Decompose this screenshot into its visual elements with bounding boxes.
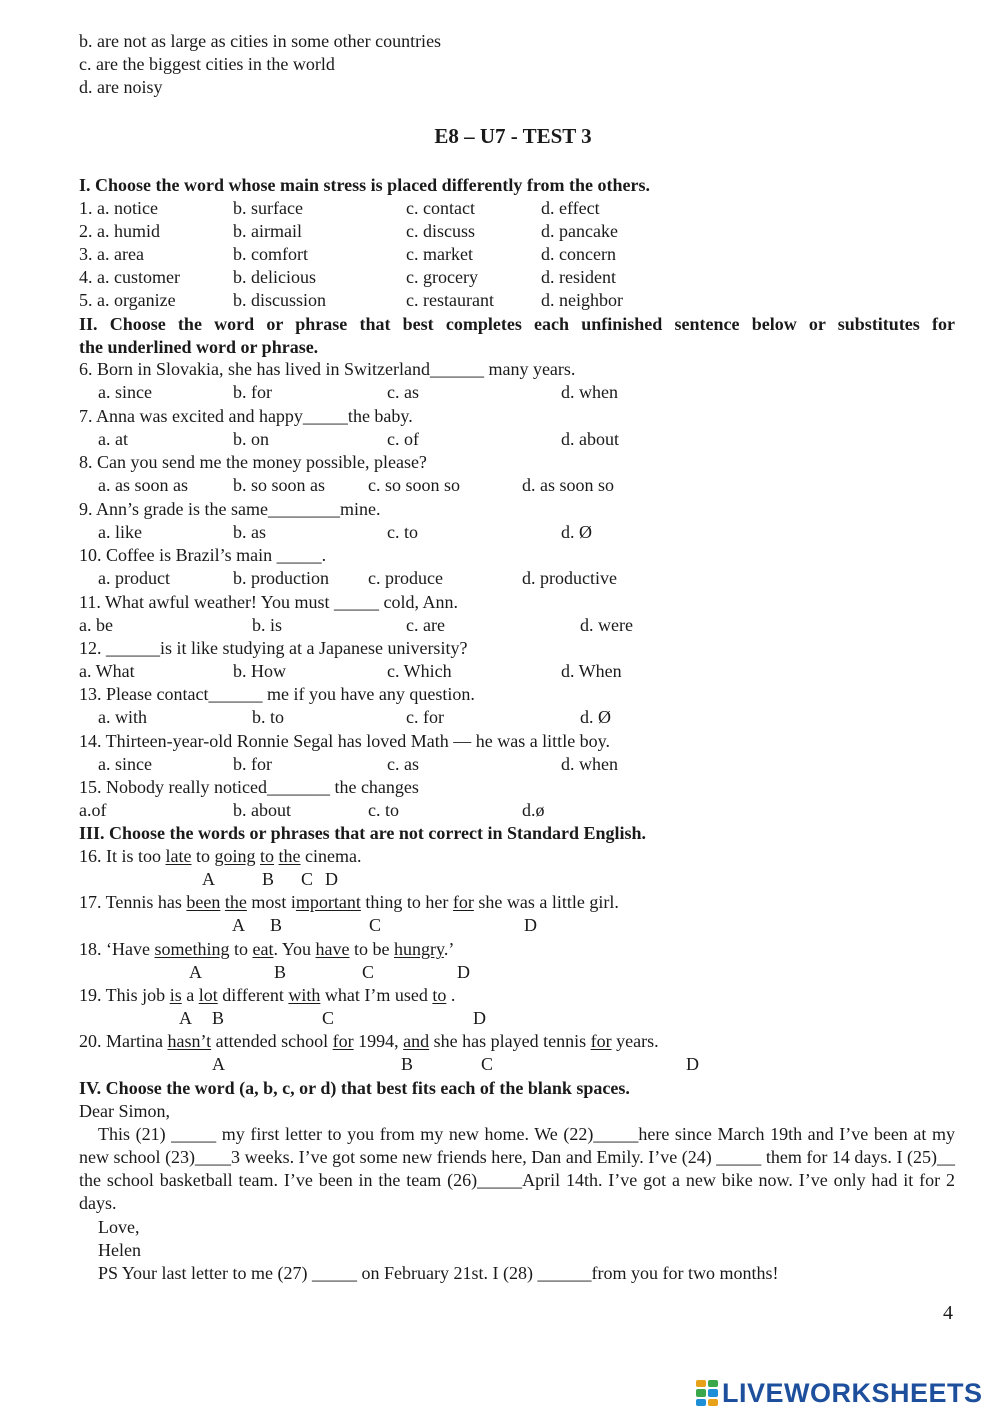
letter-greeting: Dear Simon, [79,1101,170,1121]
answer-option: a. since [98,754,152,774]
answer-option: c. as [387,382,419,402]
answer-letter: C [481,1054,494,1074]
underlined-part: for [452,892,474,912]
underlined-part: for [332,1031,354,1051]
letter-body: This (21) _____ my first letter to you from my new home. We (22)_____here since March 19th and I’ve been at my new school (23)____3 weeks. I’ve got some new friends here, Dan and Emily. I’ve (24) _____ them for 14 days. I (25)__ the school basketball team. I’ve been in the team (26)_____April 14th. I’ve got a new bike now. I’ve only had it for 2 days. [79,1124,955,1213]
underlined-part: have [315,939,350,959]
answer-letter: D [325,869,338,889]
answer-letter: D [473,1008,486,1028]
answer-option: c. for [406,707,444,727]
question-text: 13. Please contact______ me if you have any question. [79,684,475,704]
stress-option: 4. a. customer [79,267,180,287]
stress-option: b. discussion [233,290,327,310]
sentence-part: a [181,985,199,1005]
question-text: 8. Can you send me the money possible, please? [79,452,427,472]
underlined-part: going [214,846,256,866]
answer-option: b. about [233,800,291,820]
answer-letter: D [457,962,470,982]
underlined-part: to [260,846,275,866]
section2-heading-line1: II. Choose the word or phrase that best completes each unfinished sentence below or substitutes for [79,314,955,334]
answer-letter: B [270,915,283,935]
answer-option: c. to [387,522,418,542]
answer-option: c. of [387,429,419,449]
stress-option: 2. a. humid [79,221,160,241]
sentence-part: 1994, [353,1031,404,1051]
liveworksheets-logo-text: LIVEWORKSHEETS [722,1377,983,1408]
sentence-part: years. [611,1031,659,1051]
letter-closing: Love, [98,1217,140,1237]
sentence-part: she has played tennis [429,1031,591,1051]
answer-option: d. about [561,429,619,449]
sentence-part: 19. This job [79,985,170,1005]
answer-letter: A [232,915,245,935]
answer-option: b. so soon as [233,475,326,495]
letter-signature: Helen [98,1240,141,1260]
answer-option: a. at [98,429,128,449]
answer-letter: C [369,915,382,935]
answer-option: c. as [387,754,419,774]
answer-letter: B [401,1054,414,1074]
answer-option: a. since [98,382,152,402]
underlined-part: and [403,1031,430,1051]
answer-option: a. with [98,707,147,727]
answer-option: d. When [561,661,622,681]
sentence-part: 17. Tennis has [79,892,187,912]
stress-option: 3. a. area [79,244,144,264]
answer-option: d. when [561,754,618,774]
sentence-part: she was a little girl. [473,892,619,912]
section3-heading: III. Choose the words or phrases that are not correct in Standard English. [79,823,647,843]
answer-option: a. product [98,568,170,588]
error-question [79,984,455,1007]
stress-option: 5. a. organize [79,290,176,310]
underlined-part: mportant [295,892,361,912]
answer-letter: A [212,1054,225,1074]
stress-option: d. resident [541,267,616,287]
sentence-part: what I’m used [320,985,433,1005]
answer-option: c. to [368,800,399,820]
answer-option: a. be [79,615,113,635]
stress-option: b. comfort [233,244,308,264]
answer-letter: B [274,962,287,982]
stress-option: c. grocery [406,267,478,287]
underlined-part: the [224,892,247,912]
sentence-part: different [217,985,289,1005]
stress-option: c. market [406,244,473,264]
sentence-part: thing to her [360,892,453,912]
question-text: 6. Born in Slovakia, she has lived in Switzerland______ many years. [79,359,576,379]
section1-heading: I. Choose the word whose main stress is placed differently from the others. [79,175,650,195]
stress-option: b. airmail [233,221,302,241]
sentence-part: to [191,846,215,866]
error-question [79,1030,659,1053]
answer-option: b. production [233,568,329,588]
sentence-part: cinema. [300,846,362,866]
option-d-text: d. are noisy [79,77,163,97]
underlined-part: hasn’t [167,1031,212,1051]
option-b-text: b. are not as large as cities in some other countries [79,31,442,51]
question-text: 10. Coffee is Brazil’s main _____. [79,545,327,565]
page-number: 4 [943,1302,953,1324]
stress-option: d. concern [541,244,616,264]
sentence-part: most i [246,892,296,912]
answer-letter: D [524,915,537,935]
answer-option: d.ø [522,800,545,820]
error-question [79,891,619,914]
question-text: 15. Nobody really noticed_______ the changes [79,777,419,797]
answer-option: c. produce [368,568,443,588]
stress-option: d. neighbor [541,290,623,310]
stress-option: c. contact [406,198,475,218]
letter-ps: PS Your last letter to me (27) _____ on February 21st. I (28) ______from you for two months! [98,1263,779,1283]
sentence-part: .’ [443,939,455,959]
answer-letter: A [179,1008,192,1028]
liveworksheets-logo [696,1378,983,1408]
error-question [79,938,454,961]
liveworksheets-logo-icon [696,1380,718,1406]
underlined-part: lot [198,985,218,1005]
answer-letter: B [212,1008,225,1028]
question-text: 7. Anna was excited and happy_____the baby. [79,406,413,426]
stress-option: c. discuss [406,221,475,241]
answer-option: a. What [79,661,135,681]
answer-option: d. productive [522,568,617,588]
stress-option: b. delicious [233,267,316,287]
answer-option: b. is [252,615,283,635]
answer-option: c. are [406,615,445,635]
stress-option: b. surface [233,198,303,218]
sentence-part: 18. ‘Have [79,939,155,959]
sentence-part: 16. It is too [79,846,166,866]
answer-option: d. as soon so [522,475,615,495]
underlined-part: something [154,939,230,959]
stress-option: 1. a. notice [79,198,158,218]
answer-letter: C [322,1008,335,1028]
underlined-part: eat [252,939,274,959]
section4-heading: IV. Choose the word (a, b, c, or d) that best fits each of the blank spaces. [79,1078,630,1098]
answer-option: c. so soon so [368,475,461,495]
answer-option: b. for [233,754,272,774]
answer-option: d. when [561,382,618,402]
answer-option: d. were [580,615,633,635]
answer-option: b. How [233,661,286,681]
answer-option: c. Which [387,661,452,681]
stress-option: d. effect [541,198,600,218]
answer-option: d. Ø [580,707,611,727]
question-text: 12. ______is it like studying at a Japanese university? [79,638,468,658]
underlined-part: is [169,985,182,1005]
answer-option: a.of [79,800,107,820]
underlined-part: late [165,846,192,866]
question-text: 11. What awful weather! You must _____ cold, Ann. [79,592,458,612]
underlined-part: with [288,985,321,1005]
answer-letter: A [189,962,202,982]
underlined-part: been [186,892,221,912]
answer-option: d. Ø [561,522,592,542]
underlined-part: to [432,985,447,1005]
underlined-part: hungry [394,939,444,959]
answer-letter: C [301,869,314,889]
sentence-part: to be [349,939,394,959]
answer-letter: C [362,962,375,982]
answer-option: b. for [233,382,272,402]
answer-option: a. like [98,522,142,542]
answer-letter: B [262,869,275,889]
underlined-part: the [278,846,301,866]
stress-option: d. pancake [541,221,618,241]
answer-option: a. as soon as [98,475,188,495]
test-title: E8 – U7 - TEST 3 [434,124,592,148]
answer-option: b. to [252,707,285,727]
sentence-part: . [446,985,456,1005]
answer-option: b. as [233,522,266,542]
section2-heading-line2: the underlined word or phrase. [79,337,319,357]
sentence-part: attended school [211,1031,333,1051]
answer-option: b. on [233,429,269,449]
stress-option: c. restaurant [406,290,494,310]
sentence-part: . You [273,939,316,959]
answer-letter: A [202,869,215,889]
sentence-part: 20. Martina [79,1031,168,1051]
question-text: 9. Ann’s grade is the same________mine. [79,499,381,519]
answer-letter: D [686,1054,699,1074]
question-text: 14. Thirteen-year-old Ronnie Segal has loved Math — he was a little boy. [79,731,611,751]
underlined-part: for [590,1031,612,1051]
option-c-text: c. are the biggest cities in the world [79,54,335,74]
sentence-part: to [229,939,253,959]
error-question [79,845,362,868]
